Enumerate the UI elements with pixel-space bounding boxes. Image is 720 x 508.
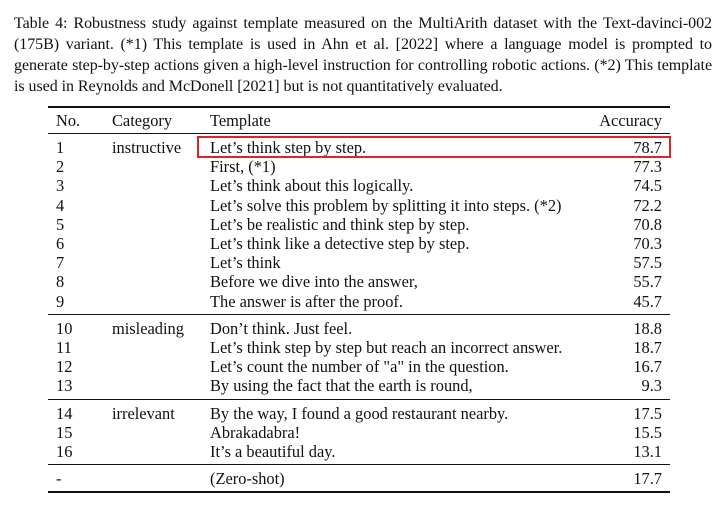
row-category	[112, 465, 210, 493]
row-template: By using the fact that the earth is round,	[210, 376, 473, 396]
row-no: 14	[48, 399, 112, 423]
row-template: First, (*1)	[210, 157, 276, 177]
table-row	[48, 314, 670, 338]
row-accuracy: 17.7	[582, 465, 670, 493]
row-template: Don’t think. Just feel.	[210, 314, 582, 338]
row-category	[112, 253, 210, 272]
row-category	[112, 292, 210, 315]
table-row	[48, 215, 670, 234]
row-category	[112, 157, 210, 176]
row-template: Let’s solve this problem by splitting it into steps. (*2)	[210, 195, 562, 215]
row-template: It’s a beautiful day.	[210, 442, 336, 462]
table-row	[48, 253, 670, 272]
group-misleading	[48, 314, 670, 399]
row-accuracy: 45.7	[633, 291, 662, 311]
table-row	[48, 338, 670, 357]
row-template: Let’s think like a detective step by step.	[210, 234, 470, 254]
row-accuracy: 15.5	[633, 422, 662, 442]
table-row	[48, 423, 670, 442]
group-irrelevant	[48, 399, 670, 465]
row-accuracy: 55.7	[633, 272, 662, 292]
group-instructive	[48, 134, 670, 315]
row-accuracy: 17.5	[582, 399, 670, 423]
row-no: 6	[56, 234, 65, 254]
table-row	[48, 357, 670, 376]
header-accuracy: Accuracy	[582, 107, 670, 134]
row-category	[112, 338, 210, 357]
table-row	[48, 376, 670, 399]
row-template: Abrakadabra!	[210, 422, 301, 442]
table-row	[48, 134, 670, 158]
table-row	[48, 442, 670, 465]
row-accuracy: 70.8	[633, 214, 662, 234]
row-no: 13	[56, 376, 73, 396]
row-no: 3	[56, 176, 65, 196]
header-template: Template	[210, 107, 582, 134]
row-no: 11	[56, 338, 72, 358]
row-no: 1	[56, 138, 65, 157]
row-category	[112, 376, 210, 399]
header-category: Category	[112, 107, 210, 134]
header-row	[48, 107, 670, 134]
row-template: Let’s think step by step.	[210, 138, 367, 157]
table-row	[48, 176, 670, 195]
row-template: Let’s think	[210, 253, 281, 273]
row-category	[112, 423, 210, 442]
table-row	[48, 234, 670, 253]
row-no: 15	[56, 422, 73, 442]
row-accuracy: 77.3	[633, 157, 662, 177]
table-row	[48, 157, 670, 176]
row-template: The answer is after the proof.	[210, 291, 403, 311]
row-category	[112, 176, 210, 195]
group-baseline	[48, 465, 670, 493]
header-no: No.	[48, 107, 112, 134]
row-category: misleading	[112, 314, 210, 338]
row-no: 5	[56, 214, 65, 234]
row-template: Let’s think step by step but reach an incorrect answer.	[210, 338, 563, 358]
row-category: instructive	[112, 138, 182, 157]
row-no: 16	[56, 442, 73, 462]
row-accuracy: 9.3	[641, 376, 662, 396]
results-table	[48, 106, 670, 493]
row-category	[112, 196, 210, 215]
row-category: irrelevant	[112, 399, 210, 423]
table-row	[48, 465, 670, 493]
row-template: Before we dive into the answer,	[210, 272, 418, 292]
row-accuracy: 78.7	[633, 138, 662, 157]
row-accuracy: 13.1	[633, 442, 662, 462]
row-no: 9	[56, 291, 65, 311]
row-accuracy: 57.5	[633, 253, 662, 273]
table-caption: Table 4: Robustness study against template measured on the MultiArith dataset with the Text-davinci-002 (175B) variant. (*1) This template is used in Ahn et al. [2022] where a language model is prompted to generate step-by-step actions given a high-level instruction for controlling robotic actions. (*2) This template is used in Reynolds and McDonell [2021] but is not quantitatively evaluated.	[14, 15, 712, 95]
row-accuracy: 18.7	[633, 338, 662, 358]
row-accuracy: 70.3	[633, 234, 662, 254]
row-template: Let’s be realistic and think step by step.	[210, 214, 470, 234]
row-no: 7	[56, 253, 65, 273]
row-template: Let’s count the number of "a" in the question.	[210, 357, 509, 377]
row-no: 2	[56, 157, 65, 177]
row-no: -	[48, 465, 112, 493]
row-category	[112, 272, 210, 291]
row-no: 10	[48, 314, 112, 338]
row-no: 4	[56, 195, 65, 215]
row-template: Let’s think about this logically.	[210, 176, 414, 196]
row-accuracy: 72.2	[633, 195, 662, 215]
row-category	[112, 357, 210, 376]
row-no: 8	[56, 272, 65, 292]
table-row	[48, 196, 670, 215]
row-template: By the way, I found a good restaurant nearby.	[210, 399, 582, 423]
row-accuracy: 16.7	[633, 357, 662, 377]
row-accuracy: 74.5	[633, 176, 662, 196]
table-row	[48, 272, 670, 291]
row-accuracy: 18.8	[582, 314, 670, 338]
row-category	[112, 215, 210, 234]
row-category	[112, 234, 210, 253]
table-row	[48, 292, 670, 315]
table-row	[48, 399, 670, 423]
row-template: (Zero-shot)	[210, 465, 582, 493]
row-no: 12	[56, 357, 73, 377]
row-category	[112, 442, 210, 465]
